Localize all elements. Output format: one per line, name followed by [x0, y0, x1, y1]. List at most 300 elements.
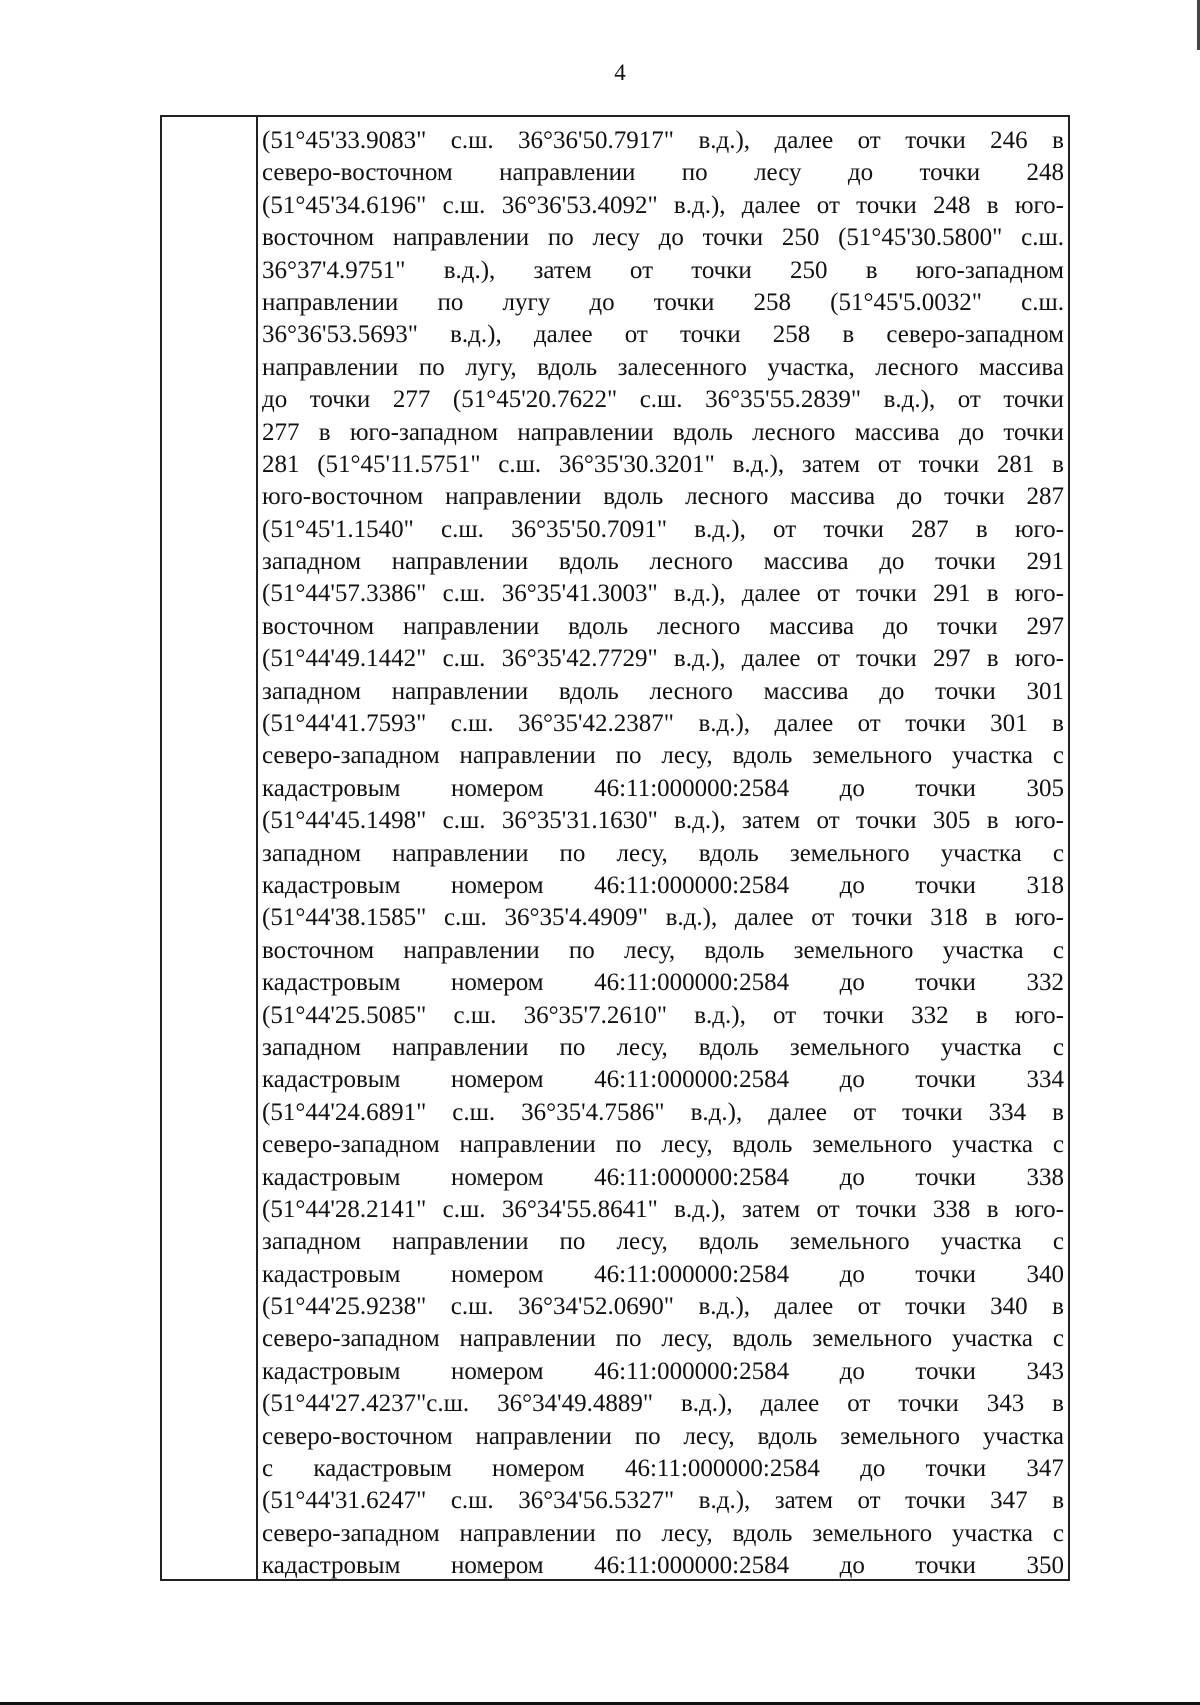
text-word: по	[559, 1228, 586, 1256]
text-word: 36°34'55.8641"	[501, 1195, 658, 1223]
text-word: точки	[918, 450, 980, 478]
text-word: 46:11:000000:2584	[594, 1163, 790, 1191]
text-word: далее	[768, 1098, 827, 1126]
text-word: участка	[940, 1033, 1022, 1061]
text-word: далее	[734, 904, 794, 932]
text-word: участка,	[767, 353, 855, 381]
text-word: западном	[262, 548, 362, 576]
text-word: направлении	[262, 288, 399, 316]
text-word: до	[589, 288, 615, 316]
text-word: точки	[823, 515, 884, 543]
text-word: с.ш.	[639, 386, 683, 414]
text-word: направлении	[459, 1131, 596, 1159]
text-line	[262, 546, 1064, 578]
text-word: 343	[986, 1390, 1025, 1418]
text-word: 291	[1026, 548, 1064, 576]
text-word: в	[1052, 710, 1064, 738]
text-word: 318	[930, 904, 968, 932]
text-word: с.ш.	[452, 1098, 496, 1126]
text-word: с.ш.	[442, 645, 486, 673]
text-word: от	[957, 386, 981, 414]
text-word: лесного	[649, 677, 733, 705]
text-word: 291	[932, 580, 971, 608]
text-word: до	[897, 483, 923, 511]
text-word: массива	[790, 483, 876, 511]
text-line	[262, 967, 1064, 999]
text-word: лесу	[592, 224, 640, 252]
text-word: лесного	[657, 612, 741, 640]
text-line	[262, 1000, 1064, 1032]
text-word: точки	[309, 386, 371, 414]
text-word: (51°45'11.5751"	[317, 450, 481, 478]
text-word: 301	[990, 710, 1028, 738]
text-word: в	[1052, 127, 1064, 154]
text-word: от	[857, 710, 881, 738]
text-word: земельного	[789, 1033, 910, 1061]
text-word: далее	[533, 321, 593, 349]
text-word: в	[865, 256, 878, 284]
text-word: (51°44'45.1498"	[262, 807, 427, 835]
text-word: западном	[262, 677, 362, 705]
text-word: в.д.),	[673, 580, 726, 608]
text-line	[262, 773, 1064, 805]
text-word: в	[1052, 450, 1064, 478]
text-word: западном	[262, 1033, 362, 1061]
text-word: в.д.),	[698, 710, 751, 738]
text-word: в.д.),	[674, 807, 726, 835]
text-word: лесного	[685, 483, 769, 511]
text-word: с.ш.	[441, 515, 484, 543]
text-word: далее	[774, 710, 834, 738]
text-word: в.д.),	[673, 191, 726, 219]
text-word: от	[773, 1001, 797, 1029]
text-line	[262, 1064, 1064, 1096]
text-word: от	[852, 1098, 877, 1126]
text-word: юго-западном	[915, 256, 1064, 284]
text-word: 36°35'55.2839"	[705, 386, 862, 414]
text-word: с	[1052, 742, 1064, 770]
text-word: участка	[940, 1228, 1022, 1256]
text-word: затем	[533, 256, 592, 284]
text-word: от	[857, 127, 881, 154]
text-word: 36°34'49.4889"	[497, 1390, 654, 1418]
text-word: затем	[801, 450, 861, 478]
text-word: кадастровым	[313, 1455, 452, 1483]
text-word: в	[986, 645, 999, 673]
text-word: направлении	[459, 1325, 596, 1353]
text-word: номером	[450, 1260, 544, 1288]
text-word: (51°44'31.6247"	[262, 1487, 427, 1515]
text-word: до	[839, 969, 865, 997]
text-word: от	[816, 807, 840, 835]
text-word: земельного	[812, 742, 933, 770]
text-word: 46:11:000000:2584	[594, 1552, 790, 1580]
text-word: 36°35'4.4909"	[504, 904, 648, 932]
text-word: по	[559, 839, 586, 867]
text-word: 250	[781, 224, 820, 252]
text-line	[262, 1485, 1064, 1517]
text-word: западном	[262, 1228, 362, 1256]
text-word: лугу	[502, 288, 551, 316]
text-word: по	[681, 159, 708, 187]
text-word: далее	[741, 645, 801, 673]
text-line	[262, 1162, 1064, 1194]
text-word: точки	[823, 1001, 884, 1029]
text-word: 305	[932, 807, 971, 835]
text-word: от	[816, 1195, 840, 1223]
text-word: с.ш.	[1021, 224, 1064, 252]
text-word: юго-западном	[349, 418, 499, 446]
text-word: направлении	[392, 224, 530, 252]
text-word: до	[658, 224, 684, 252]
text-line	[262, 740, 1064, 772]
text-word: от	[847, 1390, 871, 1418]
text-word: направлении	[392, 839, 529, 867]
text-word: 36°37'4.9751"	[262, 256, 406, 284]
text-word: (51°44'28.2141"	[262, 1195, 427, 1223]
text-word: (51°44'57.3386"	[262, 580, 427, 608]
text-word: направлении	[459, 1519, 596, 1547]
text-word: 248	[1026, 159, 1064, 187]
text-word: точки	[944, 483, 1005, 511]
text-word: 46:11:000000:2584	[624, 1455, 820, 1483]
text-word: до	[879, 548, 905, 576]
text-word: участка	[951, 1325, 1034, 1353]
text-line	[262, 1032, 1064, 1064]
text-line	[262, 1356, 1064, 1388]
text-word: 281	[262, 450, 300, 478]
text-line	[262, 935, 1064, 967]
text-line	[262, 255, 1064, 287]
text-word: в.д.),	[673, 645, 726, 673]
text-word: 343	[1026, 1357, 1064, 1385]
text-word: в.д.),	[698, 1487, 751, 1515]
text-word: северо-восточном	[262, 1422, 453, 1450]
text-word: кадастровым	[262, 1357, 401, 1385]
text-word: в.д.),	[698, 1293, 751, 1321]
text-word: далее	[741, 191, 801, 219]
text-word: в	[985, 904, 998, 932]
text-word: лесу,	[683, 1422, 735, 1450]
text-line	[262, 481, 1064, 513]
text-word: точки	[905, 1487, 966, 1515]
text-word: вдоль	[757, 1422, 818, 1450]
text-word: до	[839, 1260, 865, 1288]
text-word: точки	[852, 904, 913, 932]
text-word: 277	[392, 386, 431, 414]
text-word: (51°45'34.6196"	[262, 191, 427, 219]
text-word: 347	[1026, 1455, 1064, 1483]
text-word: до	[958, 418, 985, 446]
text-word: по	[615, 1131, 642, 1159]
text-word: лесу,	[661, 1519, 713, 1547]
text-word: по	[547, 224, 574, 252]
text-word: точки	[915, 969, 976, 997]
text-word: точки	[905, 710, 966, 738]
text-word: в.д.),	[665, 904, 718, 932]
text-word: с.ш.	[450, 1487, 494, 1515]
text-word: в	[842, 321, 855, 349]
text-line	[262, 384, 1064, 416]
text-word: от	[624, 321, 648, 349]
text-line	[262, 578, 1064, 610]
text-line	[262, 1421, 1064, 1453]
text-word: 46:11:000000:2584	[594, 969, 790, 997]
text-line	[262, 125, 1064, 157]
text-word: вдоль	[732, 742, 793, 770]
boundary-description-cell	[262, 125, 1064, 1583]
text-word: 46:11:000000:2584	[594, 1260, 790, 1288]
text-word: с.ш.	[1021, 288, 1064, 316]
text-word: до	[839, 774, 865, 802]
text-line	[262, 1291, 1064, 1323]
text-word: точки	[702, 224, 764, 252]
text-word: (51°45'5.0032"	[830, 288, 982, 316]
text-word: в.д.),	[443, 256, 496, 284]
text-word: направлении	[391, 548, 529, 576]
boundary-description-table	[160, 115, 1070, 1581]
text-line	[262, 1097, 1064, 1129]
text-line	[262, 287, 1064, 319]
text-word: в	[1052, 1293, 1064, 1321]
text-word: далее	[760, 1390, 820, 1418]
text-line	[262, 611, 1064, 643]
text-word: участка	[982, 1422, 1064, 1450]
text-word: участка	[951, 1131, 1034, 1159]
text-word: номером	[450, 1357, 544, 1385]
column-divider	[256, 117, 258, 1579]
text-word: точки	[915, 1552, 976, 1580]
text-word: точки	[915, 1163, 976, 1191]
text-word: 36°35'42.7729"	[501, 645, 658, 673]
text-word: лесу,	[616, 1228, 668, 1256]
text-word: с.ш.	[450, 710, 494, 738]
text-line	[262, 1323, 1064, 1355]
text-word: в.д.),	[698, 127, 751, 154]
text-word: кадастровым	[262, 1552, 401, 1580]
text-word: номером	[492, 1455, 585, 1483]
text-word: в	[986, 807, 999, 835]
text-line	[262, 157, 1064, 189]
text-word: с	[262, 1455, 274, 1483]
text-word: направлении	[402, 612, 540, 640]
text-word: точки	[902, 1098, 963, 1126]
text-word: кадастровым	[262, 1260, 401, 1288]
text-word: 46:11:000000:2584	[594, 774, 790, 802]
text-word: в.д.),	[694, 515, 746, 543]
text-word: с	[1052, 1033, 1064, 1061]
text-line	[262, 1226, 1064, 1258]
text-word: направлении	[499, 159, 636, 187]
text-word: направлении	[403, 936, 540, 964]
text-word: лесного	[752, 418, 836, 446]
text-word: вдоль	[558, 677, 619, 705]
text-word: лесу,	[623, 936, 676, 964]
text-word: 301	[1026, 677, 1064, 705]
text-word: 36°35'42.2387"	[518, 710, 674, 738]
text-word: кадастровым	[262, 871, 401, 899]
text-word: точки	[915, 1357, 976, 1385]
text-word: по	[437, 288, 464, 316]
text-word: номером	[450, 1066, 544, 1094]
text-word: (51°44'25.9238"	[262, 1293, 427, 1321]
text-word: в	[986, 191, 999, 219]
text-word: точки	[935, 548, 996, 576]
text-line	[262, 676, 1064, 708]
text-word: (51°44'41.7593"	[262, 710, 427, 738]
text-word: лесного	[875, 353, 959, 381]
text-word: 338	[1026, 1163, 1064, 1191]
text-word: точки	[915, 774, 976, 802]
text-word: затем	[742, 807, 801, 835]
text-line	[262, 417, 1064, 449]
text-word: вдоль	[732, 1519, 793, 1547]
text-word: 350	[1026, 1552, 1064, 1580]
text-word: 347	[990, 1487, 1028, 1515]
text-word: в	[1052, 1487, 1064, 1515]
text-line	[262, 1194, 1064, 1226]
text-word: лесу,	[661, 1325, 713, 1353]
text-word: от	[816, 580, 840, 608]
text-word: восточном	[262, 224, 375, 252]
text-word: до	[839, 1552, 865, 1580]
text-word: юго-	[1014, 191, 1064, 219]
text-word: юго-	[1014, 904, 1064, 932]
text-word: с.ш.	[450, 1293, 494, 1321]
text-word: лугу,	[465, 353, 517, 381]
text-word: земельного	[812, 1325, 933, 1353]
text-word: вдоль	[698, 839, 759, 867]
text-word: вдоль	[537, 353, 598, 381]
text-word: кадастровым	[262, 1163, 401, 1191]
text-word: точки	[905, 127, 966, 154]
text-word: юго-	[1014, 1195, 1064, 1223]
text-word: юго-	[1014, 1001, 1064, 1029]
text-word: по	[559, 1033, 586, 1061]
text-word: точки	[915, 871, 976, 899]
text-word: 305	[1026, 774, 1064, 802]
text-word: (51°44'49.1442"	[262, 645, 427, 673]
text-line	[262, 222, 1064, 254]
text-word: 332	[1026, 969, 1064, 997]
text-word: 36°34'56.5327"	[518, 1487, 675, 1515]
text-word: по	[634, 1422, 661, 1450]
text-word: номером	[450, 1163, 544, 1191]
text-word: до	[839, 1163, 865, 1191]
text-word: по	[615, 742, 642, 770]
text-word: северо-западном	[886, 321, 1064, 349]
text-word: лесу,	[616, 1033, 668, 1061]
text-word: точки	[937, 612, 998, 640]
text-word: с	[1052, 1228, 1064, 1256]
text-word: с.ш.	[443, 904, 487, 932]
text-word: вдоль	[704, 936, 765, 964]
text-word: земельного	[789, 839, 910, 867]
text-word: (51°45'20.7622"	[452, 386, 618, 414]
text-word: 36°34'52.0690"	[518, 1293, 674, 1321]
text-word: по	[568, 936, 595, 964]
text-word: земельного	[789, 1228, 910, 1256]
text-word: участка	[951, 1519, 1034, 1547]
text-word: залесенного	[617, 353, 747, 381]
text-word: лесу,	[616, 839, 668, 867]
text-word: 340	[990, 1293, 1028, 1321]
text-word: вдоль	[672, 418, 733, 446]
text-word: до	[262, 386, 288, 414]
text-word: северо-западном	[262, 742, 440, 770]
text-word: (51°44'25.5085"	[262, 1001, 427, 1029]
text-word: (51°45'33.9083"	[262, 127, 427, 154]
text-word: 297	[932, 645, 971, 673]
text-word: в.д.),	[732, 450, 785, 478]
text-word: восточном	[262, 612, 375, 640]
text-word: 318	[1026, 871, 1064, 899]
text-word: 36°35'41.3003"	[501, 580, 658, 608]
text-word: вдоль	[732, 1325, 793, 1353]
text-word: точки	[856, 645, 917, 673]
text-word: направлении	[392, 1033, 529, 1061]
text-word: точки	[855, 1195, 917, 1223]
text-line	[262, 1388, 1064, 1420]
text-word: юго-	[1014, 645, 1064, 673]
text-word: кадастровым	[262, 969, 401, 997]
text-word: с	[1052, 1519, 1064, 1547]
text-word: до	[879, 677, 905, 705]
text-word: массива	[763, 677, 849, 705]
text-line	[262, 805, 1064, 837]
text-word: 250	[790, 256, 828, 284]
text-word: далее	[774, 1293, 834, 1321]
text-word: от	[816, 645, 840, 673]
text-word: западном	[262, 839, 362, 867]
text-word: северо-западном	[262, 1519, 440, 1547]
text-word: от	[629, 256, 654, 284]
text-word: земельного	[793, 936, 914, 964]
text-word: северо-западном	[262, 1131, 440, 1159]
text-word: северо-восточном	[262, 159, 453, 187]
text-word: 334	[988, 1098, 1027, 1126]
text-word: северо-западном	[262, 1325, 440, 1353]
text-word: с.ш.	[442, 807, 486, 835]
text-word: 287	[1026, 483, 1064, 511]
text-line	[262, 708, 1064, 740]
text-word: точки	[925, 1455, 987, 1483]
text-word: направлении	[262, 353, 399, 381]
text-word: точки	[905, 1293, 966, 1321]
text-word: восточном	[262, 936, 375, 964]
text-word: кадастровым	[262, 774, 401, 802]
text-word: точки	[855, 807, 917, 835]
text-line	[262, 643, 1064, 675]
text-word: вдоль	[732, 1131, 793, 1159]
text-word: по	[418, 353, 445, 381]
text-word: с	[1052, 1325, 1064, 1353]
text-word: затем	[742, 1195, 801, 1223]
text-word: в.д.),	[694, 1001, 746, 1029]
text-word: в	[975, 1001, 988, 1029]
text-word: участка	[940, 839, 1022, 867]
text-word: 36°35'7.2610"	[523, 1001, 668, 1029]
text-word: с.ш.	[450, 127, 494, 154]
text-word: точки	[691, 256, 752, 284]
text-word: кадастровым	[262, 1066, 401, 1094]
text-line	[262, 1453, 1064, 1485]
text-word: (51°44'24.6891"	[262, 1098, 427, 1126]
text-word: направлении	[459, 742, 596, 770]
text-word: от	[811, 904, 835, 932]
text-word: направлении	[392, 1228, 529, 1256]
text-line	[262, 449, 1064, 481]
